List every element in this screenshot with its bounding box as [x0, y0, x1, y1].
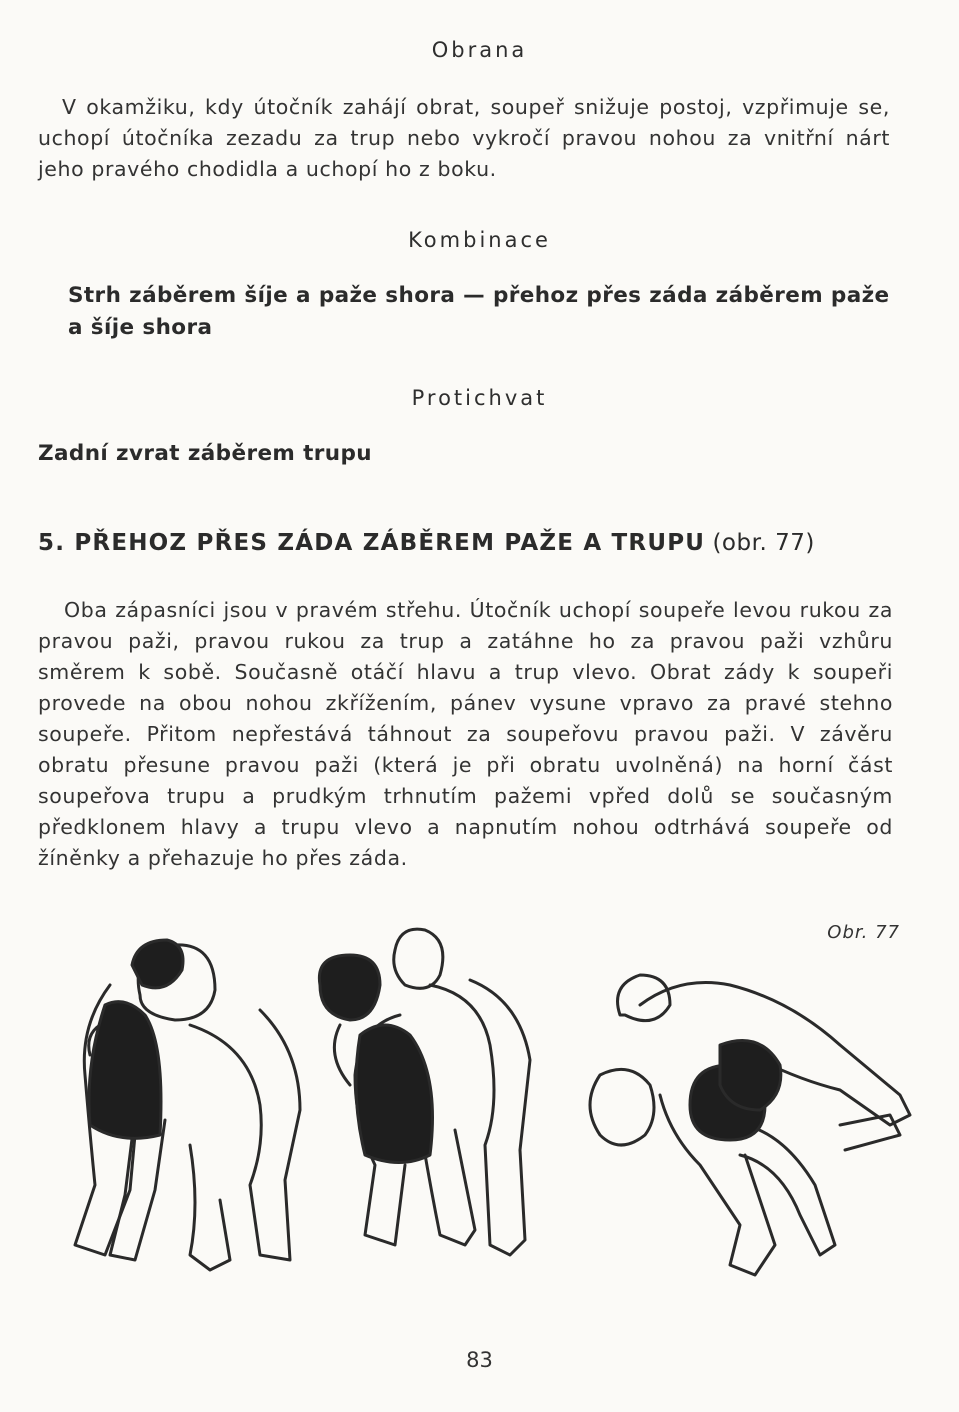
heading-kombinace: Kombinace: [408, 228, 551, 252]
page-number: 83: [466, 1348, 493, 1372]
paragraph-protichvat: Zadní zvrat záběrem trupu: [38, 441, 373, 466]
section-title-text: 5. PŘEHOZ PŘES ZÁDA ZÁBĚREM PAŽE A TRUPU: [38, 530, 706, 556]
wrestler-2-head: [319, 955, 380, 1020]
section-title: [38, 530, 918, 556]
figure-label: Obr. 77: [827, 922, 900, 943]
wrestler-1-head: [132, 940, 183, 988]
wrestling-illustration: [40, 925, 920, 1305]
paragraph-kombinace: Strh záběrem šíje a paže shora — přehoz přes záda záběrem paže a šíje shora: [68, 283, 890, 340]
wrestler-3-singlet: [720, 1041, 781, 1111]
wrestler-1-singlet: [89, 1002, 161, 1139]
wrestler-2-singlet: [356, 1025, 433, 1163]
heading-obrana: Obrana: [431, 38, 528, 62]
paragraph-obrana: V okamžiku, kdy útočník zahájí obrat, soupeř snižuje postoj, vzpřimuje se, uchopí útočníka zezadu za trup nebo vykročí pravou nohou za vnitřní nárt jeho pravého chodidla a uchopí ho z boku.: [38, 95, 890, 181]
section-figure-ref: (obr. 77): [712, 530, 815, 556]
heading-protichvat: Protichvat: [411, 386, 548, 410]
paragraph-section5: Oba zápasníci jsou v pravém střehu. Útočník uchopí soupeře levou rukou za pravou paži, pravou rukou za trup a zatáhne ho za pravou paži vzhůru směrem k sobě. Současně otáčí hlavu a trup vlevo. Obrat zády k soupeři provede na obou nohou zkřížením, pánev vysune vpravo za pravé stehno soupeře. Přitom nepřestává táhnout za soupeřovu pravou paži. V závěru obratu přesune pravou paži (která je při obratu uvolněná) na horní část soupeřova trupu a prudkým trhnutím pažemi vpřed dolů se současným předklonem hlavy a trupu vlevo a napnutím nohou odtrhává soupeře od žíněnky a přehazuje ho přes záda.: [38, 598, 893, 870]
